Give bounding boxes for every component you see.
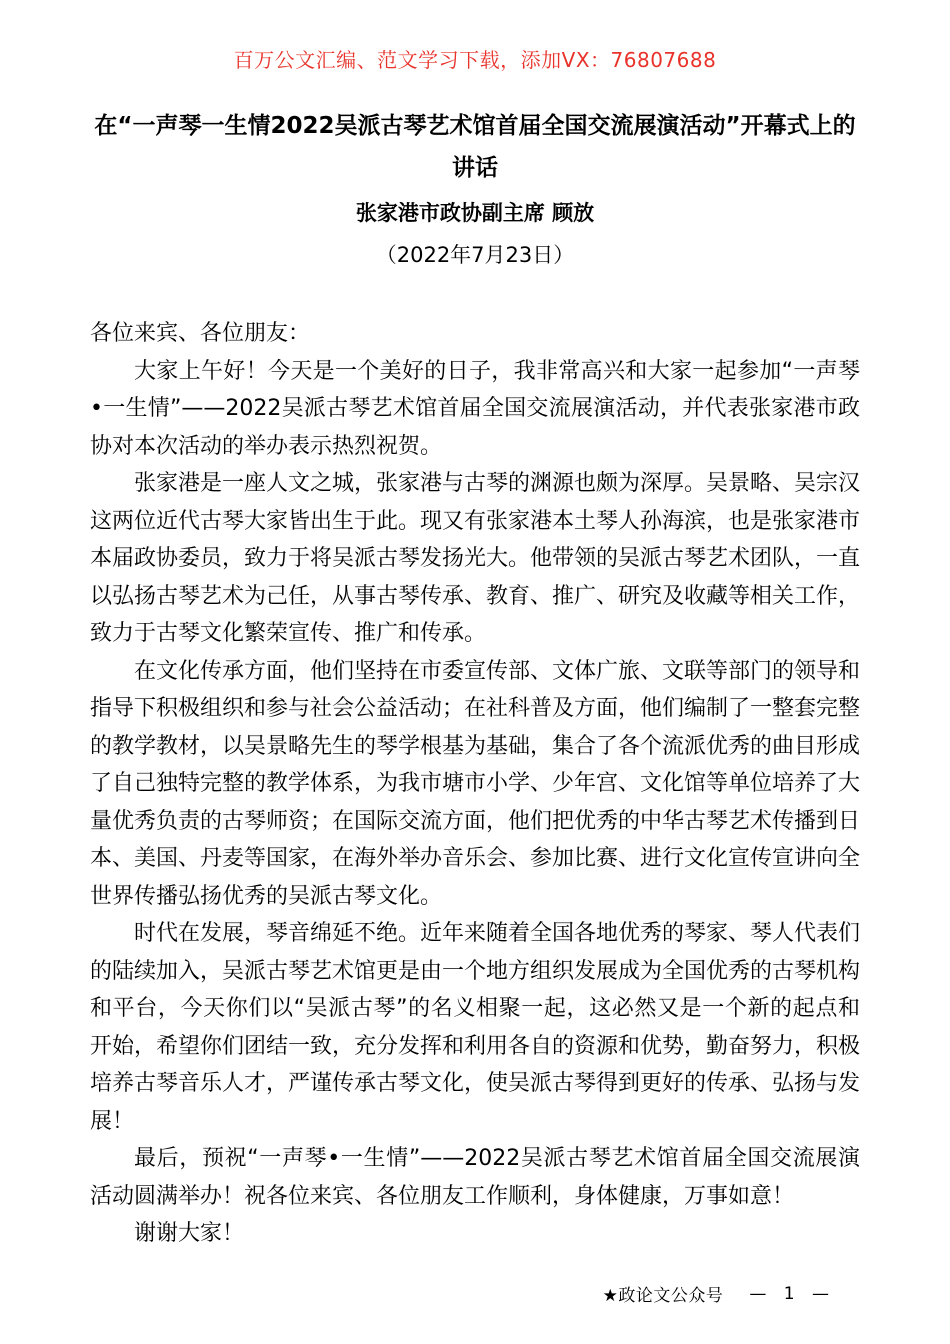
paragraph-4: 时代在发展，琴音绵延不绝。近年来随着全国各地优秀的琴家、琴人代表们的陆续加入，吴派古琴艺术馆更是由一个地方组织发展成为全国优秀的古琴机构和平台，今天你们以“吴派古琴”的名义相聚一起，这必然又是一个新的起点和开始，希望你们团结一致，充分发挥和利用各自的资源和优势，勤奋努力，积极培养古琴音乐人才，严谨传承古琴文化，使吴派古琴得到更好的传承、弘扬与发展！: [90, 921, 861, 1134]
paragraph-5: 最后，预祝“一声琴•一生情”——2022吴派古琴艺术馆首届全国交流展演活动圆满举办！祝各位来宾、各位朋友工作顺利，身体健康，万事如意！: [90, 1146, 860, 1209]
document-date: （2022年7月23日）: [375, 243, 575, 267]
page-footer: [603, 1281, 835, 1306]
paragraph-1: 大家上午好！今天是一个美好的日子，我非常高兴和大家一起参加“一声琴•一生情”——2022吴派古琴艺术馆首届全国交流展演活动，并代表张家港市政协对本次活动的举办表示热烈祝贺。: [90, 358, 860, 459]
promo-header-notice: 百万公文汇编、范文学习下载，添加VX：76807688: [233, 48, 717, 72]
page-number: — 1 —: [749, 1283, 835, 1304]
paragraph-3: 在文化传承方面，他们坚持在市委宣传部、文体广旅、文联等部门的领导和指导下积极组织和参与社会公益活动；在社科普及方面，他们编制了一整套完整的教学教材，以吴景略先生的琴学根基为基础，集合了各个流派优秀的曲目形成了自己独特完整的教学体系，为我市塘市小学、少年宫、文化馆等单位培养了大量优秀负责的古琴师资；在国际交流方面，他们把优秀的中华古琴艺术传播到日本、美国、丹麦等国家，在海外举办音乐会、参加比赛、进行文化宣传宣讲向全世界传播弘扬优秀的吴派古琴文化。: [90, 658, 861, 909]
document-title: 在“一声琴一生情2022吴派古琴艺术馆首届全国交流展演活动”开幕式上的讲话: [94, 113, 856, 181]
footer-brand: ★政论文公众号: [602, 1286, 724, 1306]
document-body: [90, 315, 860, 1253]
paragraph-closing: 谢谢大家！: [134, 1221, 245, 1246]
salutation: 各位来宾、各位朋友：: [90, 321, 311, 346]
paragraph-2: 张家港是一座人文之城，张家港与古琴的渊源也颇为深厚。吴景略、吴宗汉这两位近代古琴大家皆出生于此。现又有张家港本土琴人孙海滨，也是张家港市本届政协委员，致力于将吴派古琴发扬光大。他带领的吴派古琴艺术团队，一直以弘扬古琴艺术为己任，从事古琴传承、教育、推广、研究及收藏等相关工作，致力于古琴文化繁荣宣传、推广和传承。: [90, 471, 861, 646]
title-block: [85, 105, 865, 269]
speaker-byline: 张家港市政协副主席 顾放: [355, 201, 595, 225]
